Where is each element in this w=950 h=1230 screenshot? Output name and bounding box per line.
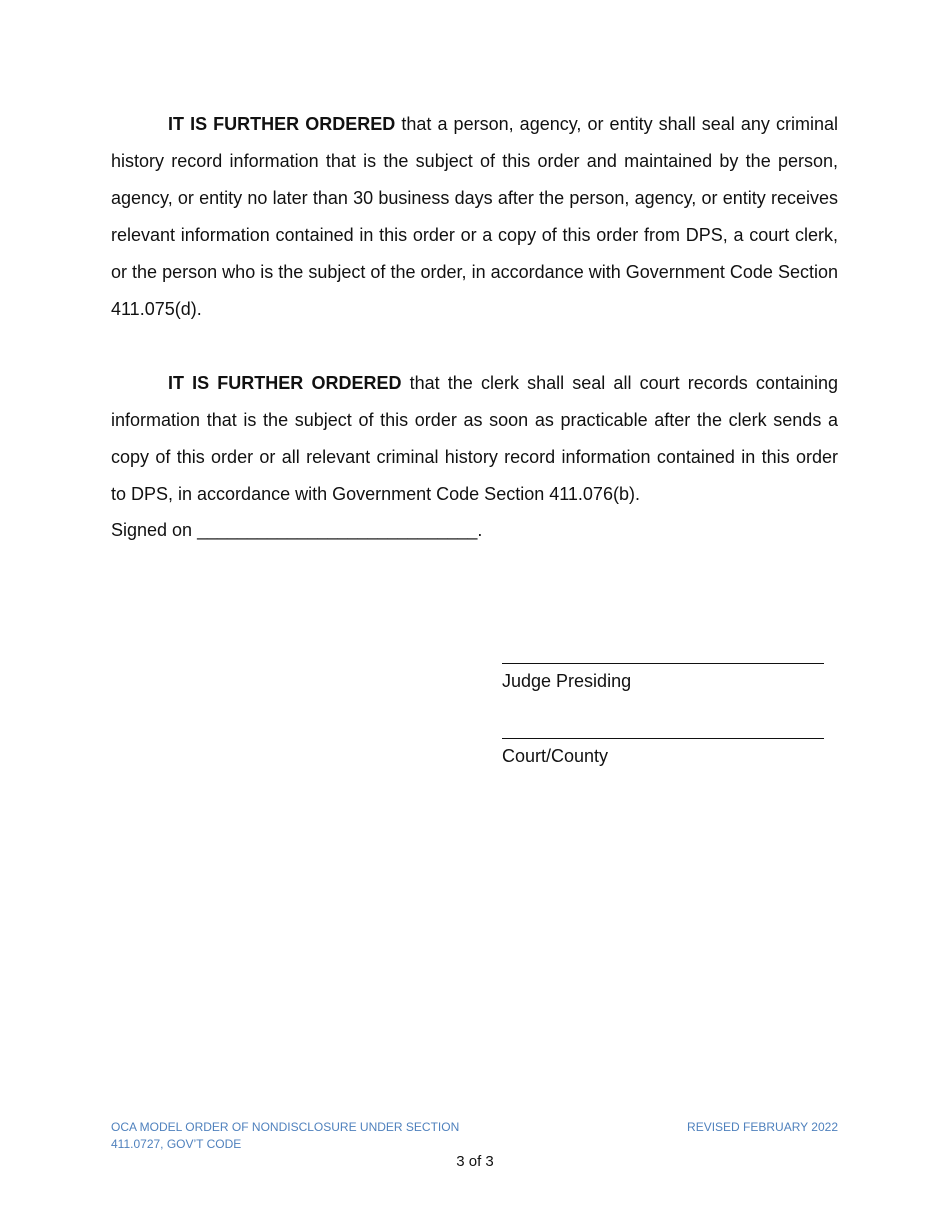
judge-signature-line	[502, 663, 824, 664]
footer-title-line-1: OCA MODEL ORDER OF NONDISCLOSURE UNDER SECTION	[111, 1120, 460, 1134]
order-paragraph-clerk-seal	[111, 365, 838, 513]
paragraph-body: that a person, agency, or entity shall seal any criminal history record information that is the subject of this order and maintained by the person, agency, or entity no later than 30 business days after the person, agency, or entity receives relevant information contained in this order or a copy of this order from DPS, a court clerk, or the person who is the subject of the order, in accordance with Government Code Section 411.075(d).	[111, 114, 838, 319]
footer-form-title	[111, 1119, 471, 1153]
court-county-line	[502, 738, 824, 739]
order-paragraph-seal-records	[111, 106, 838, 328]
paragraph-lead: IT IS FURTHER ORDERED	[168, 114, 396, 134]
footer-title-line-2: 411.0727, GOV’T CODE	[111, 1137, 242, 1151]
judge-presiding-label: Judge Presiding	[502, 671, 632, 691]
page-number: 3 of 3	[456, 1153, 494, 1170]
footer-revision-date: REVISED FEBRUARY 2022	[687, 1120, 838, 1134]
court-county-label: Court/County	[502, 746, 609, 766]
court-county-block	[502, 738, 824, 767]
signed-on-line: Signed on ____________________________.	[111, 520, 483, 540]
paragraph-lead: IT IS FURTHER ORDERED	[168, 373, 402, 393]
judge-signature-block	[502, 663, 824, 692]
paragraph-body: that the clerk shall seal all court records containing information that is the subject of this order as soon as practicable after the clerk sends a copy of this order or all relevant criminal history record information contained in this order to DPS, in accordance with Government Code Section 411.076(b).	[111, 373, 838, 504]
